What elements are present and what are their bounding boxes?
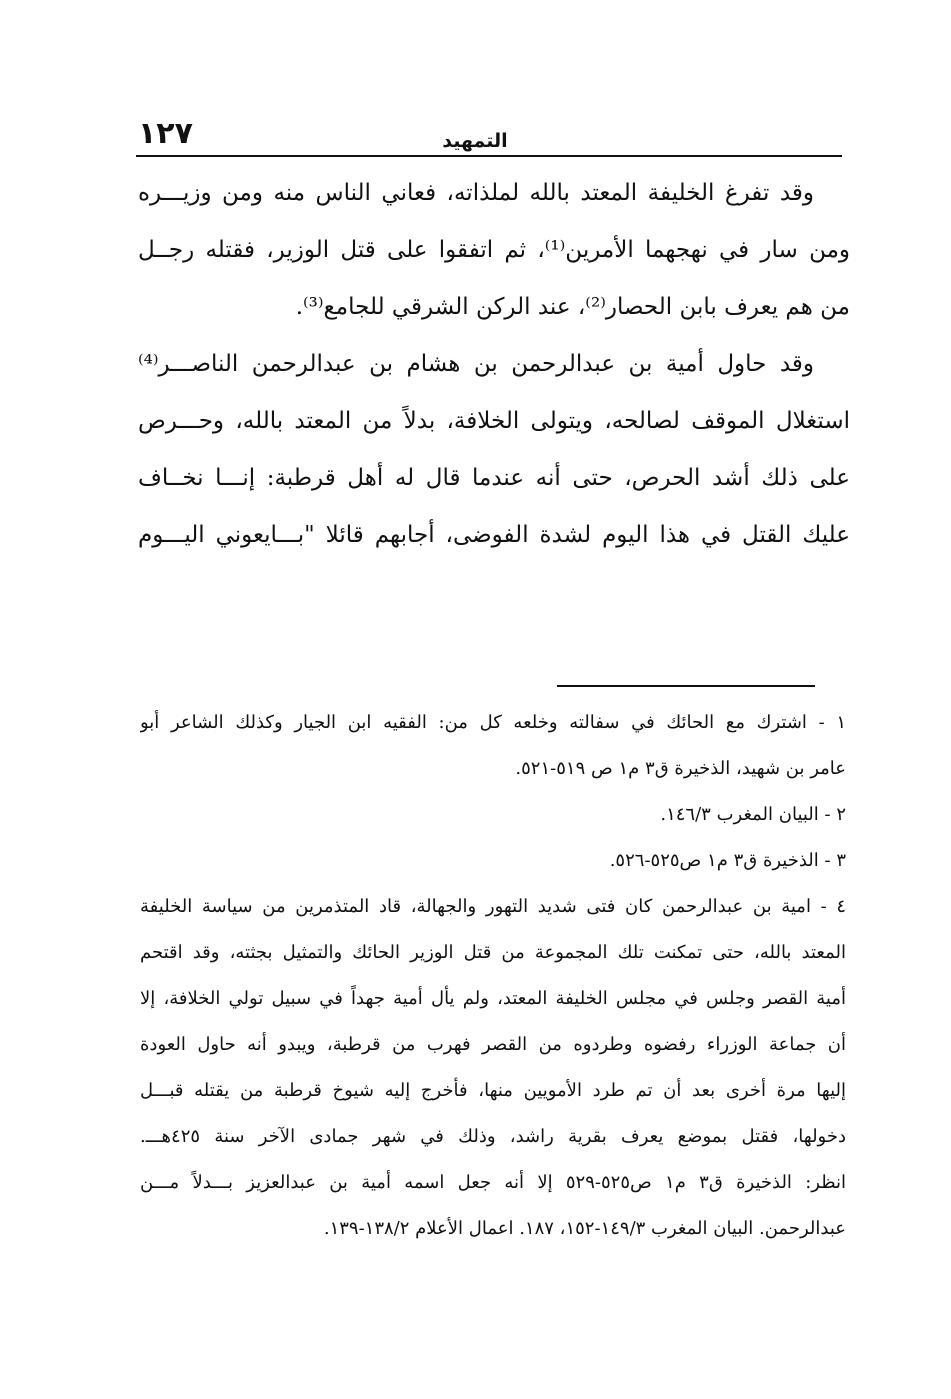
footnote-line: المعتد بالله، حتى تمكنت تلك المجموعة من قتل الوزير الحائك والتمثيل بجثته، وقد اقتحم	[140, 942, 846, 963]
footnote-line: أن جماعة الوزراء رفضوه وطردوه من القصر فهرب من قرطبة، ويبدو أنه حاول العودة	[140, 1034, 846, 1055]
footnote-line: ٣ - الذخيرة ق٣ م١ ص٥٢٥-٥٢٦.	[609, 850, 846, 871]
body-line: ومن سار في نهجهما الأمرين⁽¹⁾، ثم اتفقوا على قتل الوزير، فقتله رجــل	[138, 237, 850, 263]
footnote-line: ٤ - امية بن عبدالرحمن كان فتى شديد التهور والجهالة، قاد المتذمرين من سياسة الخليفة	[140, 896, 846, 917]
footnote-separator	[557, 685, 815, 687]
footnote-line: دخولها، فقتل بموضع يعرف بقرية راشد، وذلك في شهر جمادى الآخر سنة ٤٢٥هـــ.	[140, 1126, 846, 1147]
footnote-line: أمية القصر وجلس في مجلس الخليفة المعتد، ولم يأل أمية جهداً في سبيل تولي الخلافة، إلا	[140, 988, 846, 1009]
footnote-line: إليها مرة أخرى بعد أن تم طرد الأمويين منها، فأخرج إليه شيوخ قرطبة من يقتله قبـــل	[140, 1080, 846, 1101]
footnote-line: انظر: الذخيرة ق٣ م١ ص٥٢٥-٥٢٩ إلا أنه جعل اسمه أمية بن عبدالعزيز بـــدلاً مـــن	[140, 1172, 846, 1193]
body-line: عليك القتل في هذا اليوم لشدة الفوضى، أجابهم قائلا "بـــايعوني اليـــوم	[138, 522, 850, 548]
footnote-line: عامر بن شهيد، الذخيرة ق٣ م١ ص ٥١٩-٥٢١.	[515, 758, 846, 779]
body-text	[138, 165, 850, 564]
footnotes	[140, 700, 846, 1252]
page-number: ١٢٧	[138, 116, 193, 151]
body-line: من هم يعرف بابن الحصار⁽²⁾، عند الركن الشرقي للجامع⁽³⁾.	[295, 294, 850, 320]
body-line: وقد تفرغ الخليفة المعتد بالله لملذاته، فعاني الناس منه ومن وزيـــره	[138, 180, 814, 206]
body-line: استغلال الموقف لصالحه، ويتولى الخلافة، بدلاً من المعتد بالله، وحـــرص	[138, 408, 850, 434]
footnote-line: عبدالرحمن. البيان المغرب ١٤٩/٣-١٥٢، ١٨٧. اعمال الأعلام ١٣٨/٢-١٣٩.	[323, 1218, 846, 1239]
footnote-line: ١ - اشترك مع الحائك في سفالته وخلعه كل من: الفقيه ابن الجيار وكذلك الشاعر أبو	[140, 712, 846, 733]
body-line: على ذلك أشد الحرص، حتى أنه عندما قال له أهل قرطبة: إنـــا نخــاف	[138, 465, 850, 491]
running-header-title: التمهيد	[442, 130, 508, 152]
footnote-line: ٢ - البيان المغرب ١٤٦/٣.	[660, 804, 846, 825]
header-rule	[136, 155, 842, 157]
body-line: وقد حاول أمية بن عبدالرحمن بن هشام بن عبدالرحمن الناصـــر⁽⁴⁾	[138, 351, 814, 377]
